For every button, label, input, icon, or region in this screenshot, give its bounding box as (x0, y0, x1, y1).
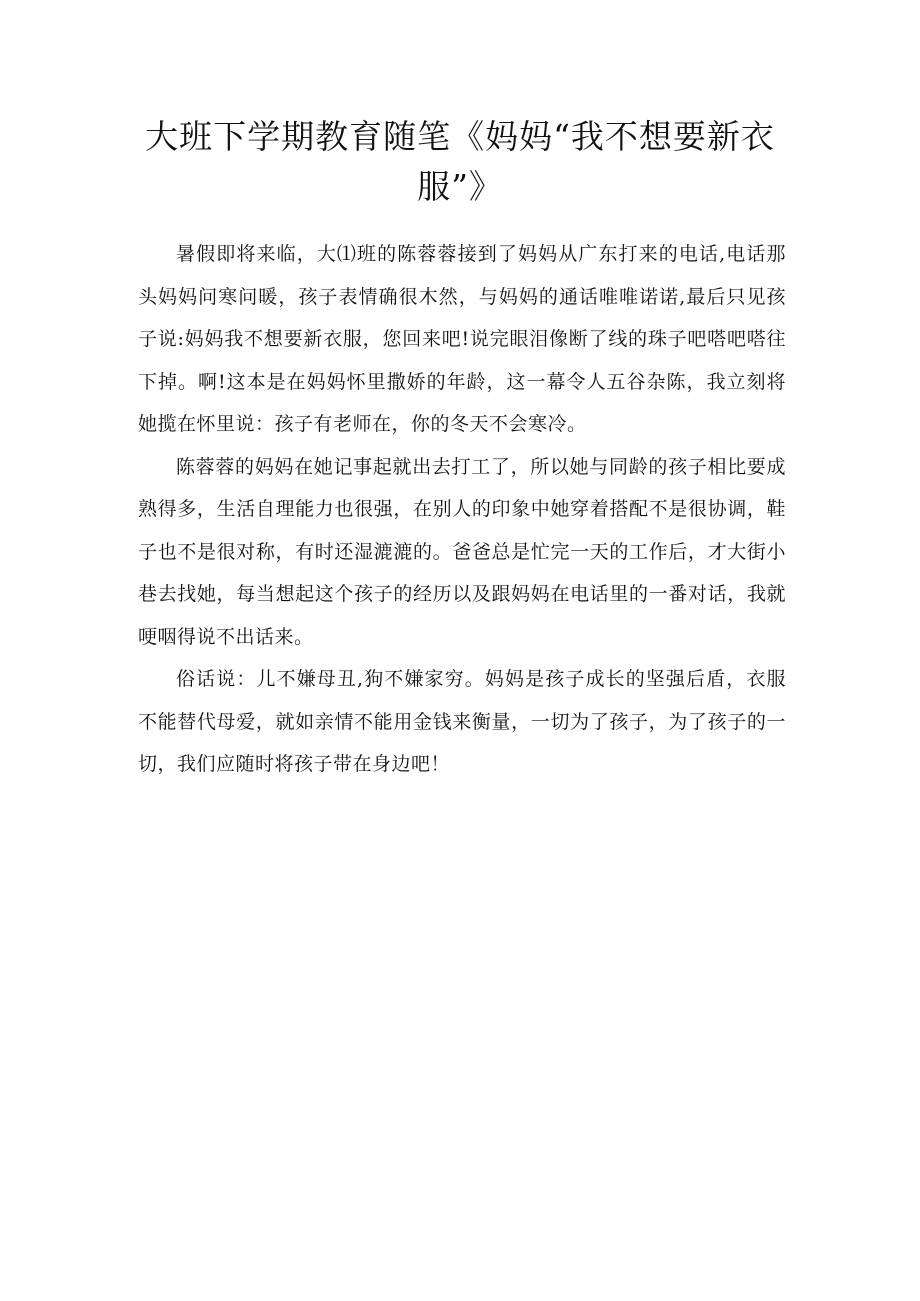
document-body (138, 233, 786, 786)
document-title: 大班下学期教育随笔《妈妈“我不想要新衣服”》 (145, 117, 775, 206)
paragraph-3: 俗话说：儿不嫌母丑,狗不嫌家穷。妈妈是孩子成长的坚强后盾，衣服不能替代母爱，就如亲情不能用金钱来衡量，一切为了孩子，为了孩子的一切，我们应随时将孩子带在身边吧！ (138, 668, 786, 775)
paragraph-1: 暑假即将来临，大⑴班的陈蓉蓉接到了妈妈从广东打来的电话,电话那头妈妈问寒问暖，孩子表情确很木然，与妈妈的通话唯唯诺诺,最后只见孩子说:妈妈我不想要新衣服，您回来吧!说完眼泪像断了线的珠子吧嗒吧嗒往下掉。啊!这本是在妈妈怀里撒娇的年龄，这一幕令人五谷杂陈，我立刻将她揽在怀里说：孩子有老师在，你的冬天不会寒冷。 (138, 243, 786, 435)
paragraph-2: 陈蓉蓉的妈妈在她记事起就出去打工了，所以她与同龄的孩子相比要成熟得多，生活自理能力也很强，在别人的印象中她穿着搭配不是很协调，鞋子也不是很对称，有时还湿漉漉的。爸爸总是忙完一天的工作后，才大街小巷去找她，每当想起这个孩子的经历以及跟妈妈在电话里的一番对话，我就哽咽得说不出话来。 (138, 455, 786, 648)
